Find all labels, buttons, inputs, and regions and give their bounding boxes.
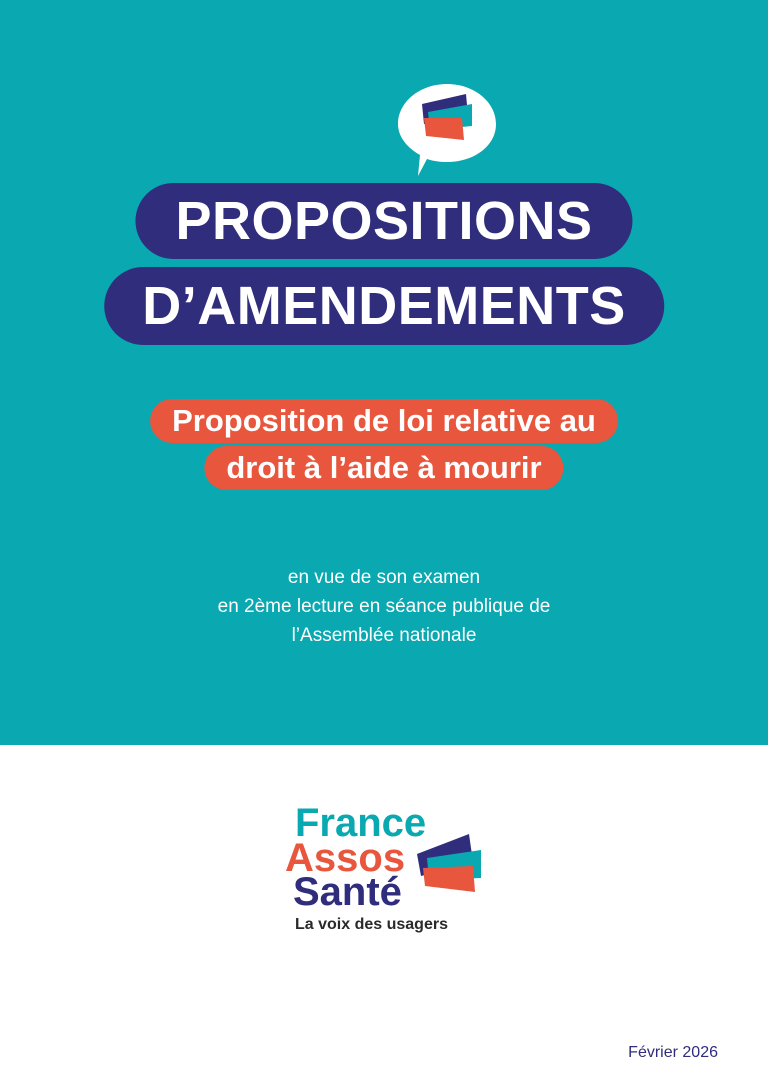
context-line-2: en 2ème lecture en séance publique de (217, 596, 551, 617)
context-line-1: en vue de son examen (287, 567, 481, 588)
logo-word-assos: Assos (285, 836, 406, 880)
logo-word-france: France (295, 801, 427, 845)
stacked-flags-icon (415, 832, 485, 894)
logo-tagline: La voix des usagers (295, 916, 448, 933)
title-line-1: PROPOSITIONS (135, 183, 632, 259)
speech-bubble-icon (392, 82, 502, 178)
context-line-3: l’Assemblée nationale (291, 625, 477, 646)
subtitle-line-2: droit à l’aide à mourir (204, 446, 563, 490)
publication-date: Février 2026 (628, 1044, 718, 1061)
title-line-2: D’AMENDEMENTS (104, 267, 664, 345)
context-text (0, 563, 768, 650)
france-assos-sante-logo (280, 800, 500, 940)
subtitle-line-1: Proposition de loi relative au (150, 399, 618, 443)
logo-word-sante: Santé (293, 870, 402, 914)
